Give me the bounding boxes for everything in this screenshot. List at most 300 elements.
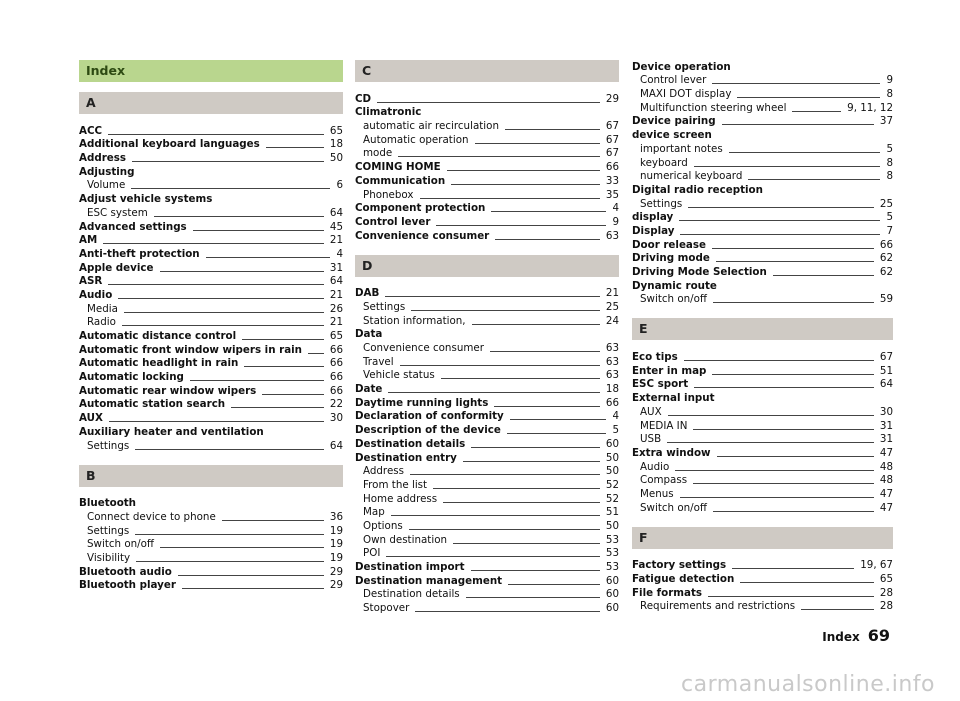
index-entry[interactable] xyxy=(355,147,619,161)
entry-page-ref: 66 xyxy=(879,238,893,251)
letter-header: B xyxy=(79,465,343,487)
entry-term: Device pairing xyxy=(632,115,716,128)
entry-term: automatic air recirculation xyxy=(363,120,499,133)
entry-term: MAXI DOT display xyxy=(640,88,732,101)
entry-term: Driving Mode Selection xyxy=(632,266,767,278)
entry-term: Extra window xyxy=(632,446,711,459)
footer-section-label: Index xyxy=(822,630,860,644)
index-entry[interactable] xyxy=(355,574,619,588)
index-entry[interactable] xyxy=(79,151,343,165)
entry-page-ref: 21 xyxy=(329,316,343,329)
index-entry[interactable] xyxy=(79,579,343,593)
entry-page-ref: 62 xyxy=(879,266,893,278)
leader-line xyxy=(679,220,880,221)
entry-page-ref: 18 xyxy=(329,138,343,151)
leader-line xyxy=(475,143,600,144)
entry-term: ESC sport xyxy=(632,378,689,391)
index-entry[interactable] xyxy=(355,451,619,465)
index-entry[interactable] xyxy=(355,382,619,396)
leader-line xyxy=(713,511,874,512)
index-entry[interactable] xyxy=(632,170,893,184)
entry-term: Requirements and restrictions xyxy=(640,600,796,613)
entry-term: Multifunction steering wheel xyxy=(640,101,787,114)
entry-term: Map xyxy=(363,506,385,519)
index-entry[interactable] xyxy=(632,474,893,488)
leader-line xyxy=(792,111,841,112)
index-entry[interactable] xyxy=(355,119,619,133)
leader-line xyxy=(433,488,600,489)
entry-term: Media xyxy=(87,302,118,315)
entry-page-ref: 65 xyxy=(329,124,343,137)
index-entry[interactable] xyxy=(355,519,619,533)
leader-line xyxy=(505,129,600,130)
entry-page-ref: 48 xyxy=(879,474,893,487)
index-entry[interactable] xyxy=(79,275,343,289)
entry-term: Address xyxy=(363,465,405,478)
index-entry[interactable] xyxy=(355,300,619,314)
index-entry[interactable] xyxy=(355,202,619,216)
entry-page-ref: 4 xyxy=(612,410,619,423)
entry-page-ref: 19, 67 xyxy=(860,559,893,572)
entry-page-ref: 51 xyxy=(879,364,893,377)
entry-term: important notes xyxy=(640,142,723,155)
entry-term: AM xyxy=(79,234,98,247)
section-gap xyxy=(79,453,343,465)
entry-page-ref: 21 xyxy=(329,288,343,301)
leader-line xyxy=(712,248,874,249)
entry-page-ref: 31 xyxy=(879,419,893,432)
entry-page-ref: 28 xyxy=(879,586,893,599)
entry-page-ref: 19 xyxy=(329,551,343,564)
leader-line xyxy=(773,275,874,276)
leader-line xyxy=(694,387,874,388)
leader-line xyxy=(436,225,606,226)
entry-page-ref: 5 xyxy=(886,142,893,155)
leader-line xyxy=(463,461,600,462)
index-entry[interactable] xyxy=(355,106,619,120)
index-entry[interactable] xyxy=(79,179,343,193)
index-entry[interactable] xyxy=(355,560,619,574)
index-entry[interactable] xyxy=(632,74,893,88)
entry-term: Own destination xyxy=(363,533,448,546)
entry-term: Settings xyxy=(87,439,130,452)
entry-term: Climatronic xyxy=(355,106,422,119)
index-entry[interactable] xyxy=(632,238,893,252)
entry-page-ref: 28 xyxy=(879,600,893,613)
leader-line xyxy=(507,433,607,434)
leader-line xyxy=(178,575,324,576)
leader-line xyxy=(400,365,600,366)
index-entry[interactable] xyxy=(355,314,619,328)
leader-line xyxy=(471,570,600,571)
index-entry[interactable] xyxy=(355,465,619,479)
index-entry[interactable] xyxy=(355,160,619,174)
entry-term: Adjusting xyxy=(79,165,135,178)
index-entry[interactable] xyxy=(79,138,343,152)
index-entry[interactable] xyxy=(632,60,893,74)
leader-line xyxy=(190,380,324,381)
entry-term: ASR xyxy=(79,275,103,288)
letter-section-entries xyxy=(79,124,343,453)
entry-page-ref: 21 xyxy=(329,234,343,247)
leader-line xyxy=(231,407,324,408)
entry-term: Visibility xyxy=(87,551,131,564)
entry-page-ref: 33 xyxy=(605,174,619,187)
entry-page-ref: 51 xyxy=(605,506,619,519)
entry-page-ref: 8 xyxy=(886,156,893,169)
index-entry[interactable] xyxy=(632,252,893,266)
index-entry[interactable] xyxy=(79,220,343,234)
entry-term: Additional keyboard languages xyxy=(79,138,260,151)
entry-page-ref: 35 xyxy=(605,188,619,201)
entry-term: numerical keyboard xyxy=(640,170,743,183)
index-entry[interactable] xyxy=(355,174,619,188)
index-entry[interactable] xyxy=(79,192,343,206)
index-entry[interactable] xyxy=(632,115,893,129)
leader-line xyxy=(415,611,600,612)
entry-term: Destination management xyxy=(355,574,503,587)
index-entry[interactable] xyxy=(79,524,343,538)
leader-line xyxy=(684,360,874,361)
index-entry[interactable] xyxy=(632,405,893,419)
index-entry[interactable] xyxy=(632,460,893,474)
entry-page-ref: 18 xyxy=(605,383,619,396)
leader-line xyxy=(182,588,324,589)
index-entry[interactable] xyxy=(79,497,343,511)
leader-line xyxy=(708,596,874,597)
index-entry[interactable] xyxy=(79,551,343,565)
letter-section-entries xyxy=(355,92,619,243)
entry-term: ESC system xyxy=(87,206,148,219)
entry-page-ref: 25 xyxy=(605,300,619,313)
entry-page-ref: 64 xyxy=(879,378,893,391)
entry-term: CD xyxy=(355,92,372,105)
entry-term: Automatic headlight in rain xyxy=(79,357,239,370)
entry-term: Bluetooth xyxy=(79,497,137,510)
index-entry[interactable] xyxy=(79,288,343,302)
index-entry[interactable] xyxy=(632,142,893,156)
leader-line xyxy=(712,374,873,375)
entry-page-ref: 62 xyxy=(879,252,893,265)
leader-line xyxy=(732,568,854,569)
entry-term: Driving mode xyxy=(632,252,710,265)
index-entry[interactable] xyxy=(79,261,343,275)
entry-term: Audio xyxy=(640,460,670,473)
leader-line xyxy=(308,353,324,354)
entry-term: Connect device to phone xyxy=(87,510,216,523)
entry-term: Automatic operation xyxy=(363,133,469,146)
entry-page-ref: 19 xyxy=(329,524,343,537)
index-entry[interactable] xyxy=(632,364,893,378)
col1-sections xyxy=(79,92,343,604)
index-entry[interactable] xyxy=(632,293,893,307)
index-entry[interactable] xyxy=(632,433,893,447)
entry-page-ref: 8 xyxy=(886,170,893,183)
letter-section-entries xyxy=(632,350,893,514)
index-entry[interactable] xyxy=(79,247,343,261)
index-entry[interactable] xyxy=(632,183,893,197)
leader-line xyxy=(135,534,324,535)
leader-line xyxy=(495,239,600,240)
index-entry[interactable] xyxy=(632,586,893,600)
entry-term: Communication xyxy=(355,174,446,187)
index-entry[interactable] xyxy=(632,501,893,515)
leader-line xyxy=(266,147,324,148)
index-entry[interactable] xyxy=(632,446,893,460)
entry-term: Data xyxy=(355,328,383,341)
entry-page-ref: 64 xyxy=(329,206,343,219)
entry-page-ref: 67 xyxy=(605,147,619,160)
entry-page-ref: 6 xyxy=(336,179,343,192)
index-entry[interactable] xyxy=(632,572,893,586)
leader-line xyxy=(193,230,324,231)
entry-page-ref: 52 xyxy=(605,478,619,491)
leader-line xyxy=(242,339,324,340)
index-entry[interactable] xyxy=(79,398,343,412)
entry-term: Anti-theft protection xyxy=(79,247,200,260)
entry-page-ref: 66 xyxy=(329,384,343,397)
entry-page-ref: 21 xyxy=(605,287,619,300)
leader-line xyxy=(801,609,874,610)
leader-line xyxy=(748,179,880,180)
entry-term: Station information, xyxy=(363,314,466,327)
entry-term: Switch on/off xyxy=(87,538,155,551)
entry-page-ref: 4 xyxy=(336,247,343,260)
entry-term: Control lever xyxy=(355,215,431,228)
index-entry[interactable] xyxy=(355,396,619,410)
index-title: Index xyxy=(79,60,343,82)
entry-term: Switch on/off xyxy=(640,293,708,306)
entry-page-ref: 24 xyxy=(605,314,619,327)
index-entry[interactable] xyxy=(355,133,619,147)
index-entry[interactable] xyxy=(355,287,619,301)
entry-page-ref: 31 xyxy=(879,433,893,446)
leader-line xyxy=(668,415,874,416)
entry-term: Compass xyxy=(640,474,688,487)
leader-line xyxy=(385,296,600,297)
index-entry[interactable] xyxy=(632,211,893,225)
leader-line xyxy=(667,442,874,443)
index-entry[interactable] xyxy=(79,234,343,248)
entry-page-ref: 29 xyxy=(605,92,619,105)
entry-page-ref: 30 xyxy=(879,405,893,418)
index-entry[interactable] xyxy=(355,588,619,602)
entry-term: device screen xyxy=(632,129,712,142)
index-entry[interactable] xyxy=(355,478,619,492)
entry-page-ref: 7 xyxy=(886,224,893,237)
leader-line xyxy=(466,597,600,598)
index-entry[interactable] xyxy=(632,419,893,433)
entry-term: Display xyxy=(632,224,675,237)
entry-page-ref: 22 xyxy=(329,398,343,411)
entry-term: AUX xyxy=(79,412,103,425)
leader-line xyxy=(160,271,324,272)
index-entry[interactable] xyxy=(632,101,893,115)
leader-line xyxy=(453,543,600,544)
entry-term: display xyxy=(632,211,674,224)
index-entry[interactable] xyxy=(632,279,893,293)
leader-line xyxy=(713,302,874,303)
index-entry[interactable] xyxy=(79,329,343,343)
entry-term: Automatic front window wipers in rain xyxy=(79,343,303,356)
entry-page-ref: 9 xyxy=(886,74,893,87)
entry-term: Device operation xyxy=(632,60,731,73)
index-entry[interactable] xyxy=(632,265,893,279)
entry-page-ref: 47 xyxy=(879,446,893,459)
entry-term: Audio xyxy=(79,288,113,301)
letter-header: A xyxy=(79,92,343,114)
entry-term: Home address xyxy=(363,492,438,505)
entry-term: Destination entry xyxy=(355,451,457,464)
entry-page-ref: 30 xyxy=(329,412,343,425)
leader-line xyxy=(740,582,874,583)
index-entry[interactable] xyxy=(632,559,893,573)
index-entry[interactable] xyxy=(632,197,893,211)
entry-page-ref: 59 xyxy=(879,293,893,306)
leader-line xyxy=(716,261,874,262)
entry-page-ref: 47 xyxy=(879,487,893,500)
section-gap xyxy=(355,615,619,627)
leader-line xyxy=(409,529,600,530)
leader-line xyxy=(122,325,324,326)
letter-section-entries xyxy=(355,287,619,616)
index-entry[interactable] xyxy=(79,384,343,398)
leader-line xyxy=(391,515,600,516)
index-entry[interactable] xyxy=(79,357,343,371)
index-entry[interactable] xyxy=(355,328,619,342)
index-entry[interactable] xyxy=(79,343,343,357)
entry-term: Declaration of conformity xyxy=(355,410,504,423)
index-entry[interactable] xyxy=(355,492,619,506)
index-entry[interactable] xyxy=(355,423,619,437)
leader-line xyxy=(108,134,324,135)
index-entry[interactable] xyxy=(632,350,893,364)
index-entry[interactable] xyxy=(632,128,893,142)
leader-line xyxy=(411,310,600,311)
entry-term: Switch on/off xyxy=(640,501,708,514)
leader-line xyxy=(109,421,324,422)
entry-term: Travel xyxy=(363,355,394,368)
entry-term: Auxiliary heater and ventilation xyxy=(79,425,264,438)
entry-term: Description of the device xyxy=(355,424,501,437)
leader-line xyxy=(722,124,874,125)
entry-term: COMING HOME xyxy=(355,161,441,174)
entry-page-ref: 63 xyxy=(605,369,619,382)
leader-line xyxy=(490,351,600,352)
leader-line xyxy=(471,447,600,448)
leader-line xyxy=(729,152,881,153)
index-entry[interactable] xyxy=(79,411,343,425)
index-entry[interactable] xyxy=(632,156,893,170)
index-entry[interactable] xyxy=(355,229,619,243)
index-entry[interactable] xyxy=(632,87,893,101)
entry-page-ref: 9 xyxy=(612,215,619,228)
index-entry[interactable] xyxy=(355,601,619,615)
letter-section-entries xyxy=(632,559,893,614)
leader-line xyxy=(675,470,874,471)
entry-term: External input xyxy=(632,392,715,405)
index-entry[interactable] xyxy=(79,206,343,220)
leader-line xyxy=(420,198,600,199)
leader-line xyxy=(680,234,880,235)
leader-line xyxy=(154,216,324,217)
index-entry[interactable] xyxy=(79,124,343,138)
index-entry[interactable] xyxy=(355,355,619,369)
entry-page-ref: 19 xyxy=(329,538,343,551)
index-entry[interactable] xyxy=(355,410,619,424)
leader-line xyxy=(132,161,324,162)
index-entry[interactable] xyxy=(355,92,619,106)
entry-page-ref: 50 xyxy=(605,451,619,464)
leader-line xyxy=(447,170,600,171)
index-entry[interactable] xyxy=(79,370,343,384)
leader-line xyxy=(388,392,599,393)
letter-section-entries xyxy=(79,497,343,593)
leader-line xyxy=(494,406,600,407)
index-entry[interactable] xyxy=(355,369,619,383)
index-entry[interactable] xyxy=(632,600,893,614)
leader-line xyxy=(244,366,324,367)
entry-term: Date xyxy=(355,383,383,396)
col3-sections xyxy=(632,318,893,625)
index-entry[interactable] xyxy=(355,533,619,547)
index-entry[interactable] xyxy=(79,565,343,579)
entry-page-ref: 63 xyxy=(605,355,619,368)
entry-page-ref: 37 xyxy=(879,115,893,128)
page-footer xyxy=(822,626,890,645)
entry-page-ref: 67 xyxy=(605,120,619,133)
leader-line xyxy=(108,284,324,285)
leader-line xyxy=(206,257,331,258)
index-entry[interactable] xyxy=(355,547,619,561)
col3-lead-entries xyxy=(632,60,893,306)
index-column-1 xyxy=(79,60,343,604)
entry-term: Phonebox xyxy=(363,188,414,201)
entry-term: Factory settings xyxy=(632,559,727,572)
index-entry[interactable] xyxy=(79,165,343,179)
index-entry[interactable] xyxy=(79,425,343,439)
index-entry[interactable] xyxy=(355,437,619,451)
entry-page-ref: 8 xyxy=(886,88,893,101)
index-entry[interactable] xyxy=(355,341,619,355)
entry-term: Vehicle status xyxy=(363,369,435,382)
leader-line xyxy=(222,520,324,521)
leader-line xyxy=(118,298,324,299)
entry-term: Fatigue detection xyxy=(632,573,735,585)
index-entry[interactable] xyxy=(355,188,619,202)
index-entry[interactable] xyxy=(632,487,893,501)
index-entry[interactable] xyxy=(355,215,619,229)
index-entry[interactable] xyxy=(79,538,343,552)
entry-page-ref: 67 xyxy=(879,351,893,364)
entry-term: Menus xyxy=(640,487,674,500)
leader-line xyxy=(398,156,600,157)
entry-page-ref: 50 xyxy=(329,152,343,165)
leader-line xyxy=(135,449,324,450)
index-entry[interactable] xyxy=(355,506,619,520)
entry-term: Advanced settings xyxy=(79,220,187,233)
index-entry[interactable] xyxy=(79,316,343,330)
letter-header: F xyxy=(632,527,893,549)
index-entry[interactable] xyxy=(79,302,343,316)
index-entry[interactable] xyxy=(632,378,893,392)
entry-term: Options xyxy=(363,519,403,532)
index-entry[interactable] xyxy=(79,439,343,453)
entry-page-ref: 26 xyxy=(329,302,343,315)
index-entry[interactable] xyxy=(632,391,893,405)
index-entry[interactable] xyxy=(79,510,343,524)
index-entry[interactable] xyxy=(632,224,893,238)
